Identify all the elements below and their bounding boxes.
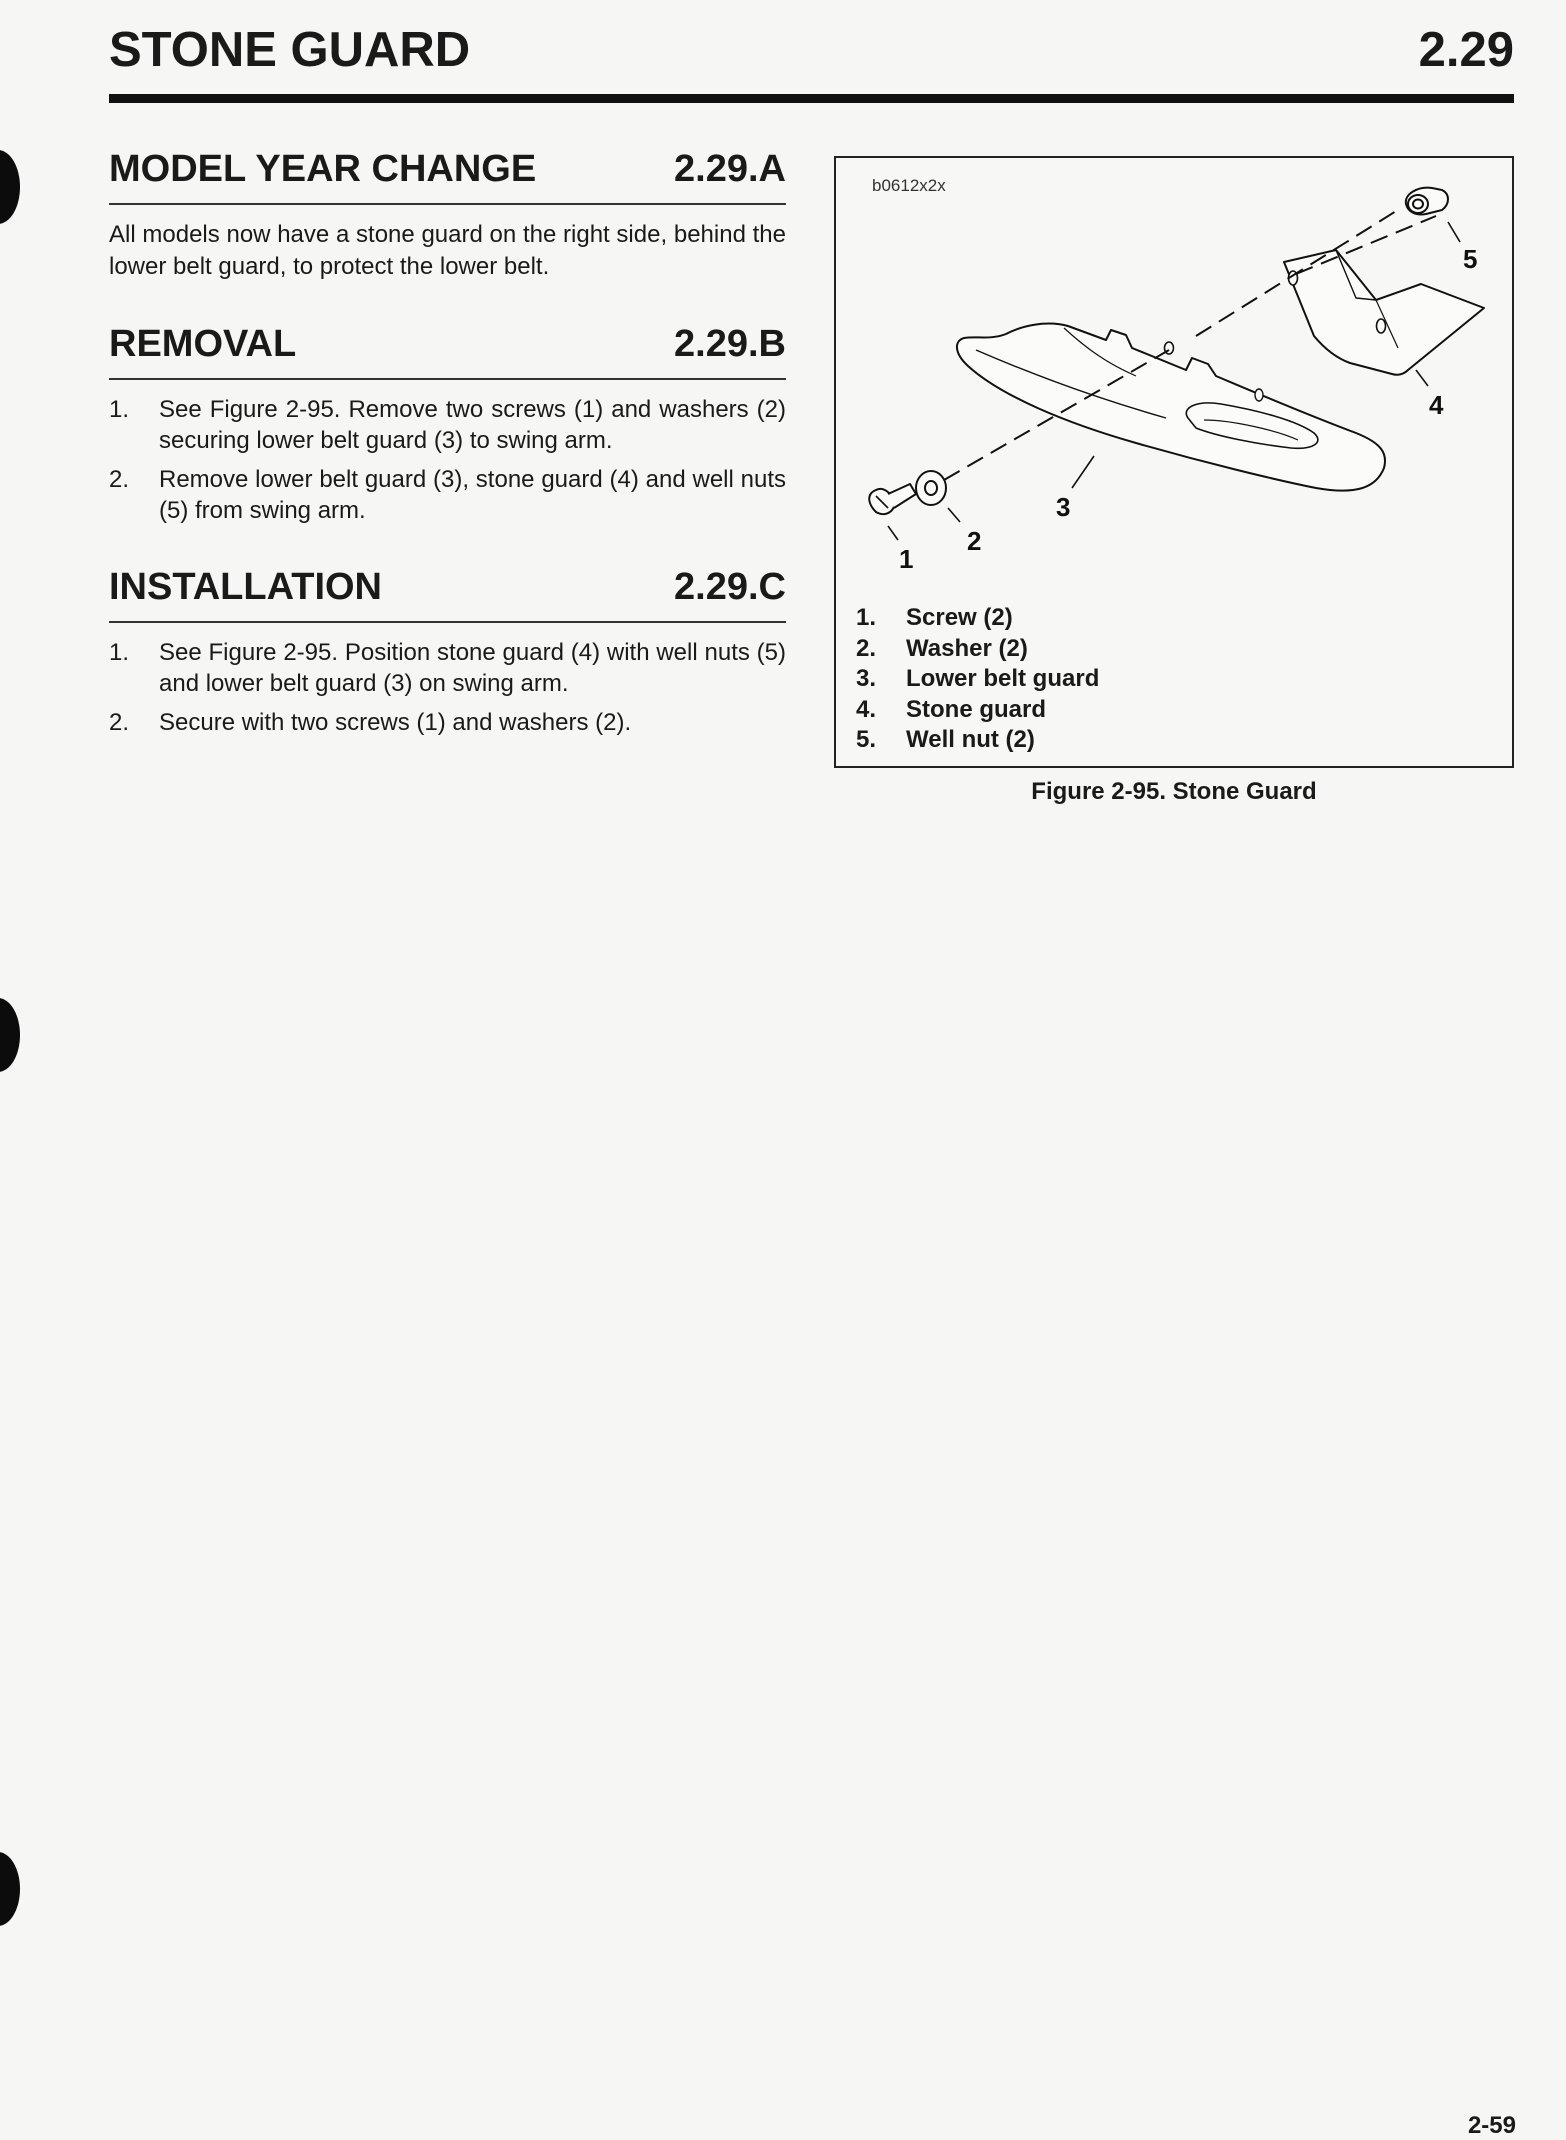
figure-id: b0612x2x	[872, 176, 946, 195]
section-title: INSTALLATION	[109, 566, 382, 608]
section-number: 2.29	[1418, 23, 1514, 77]
section-model-year-change	[109, 148, 786, 283]
stone-guard-drawing	[1284, 250, 1484, 375]
legend-number: 1.	[856, 604, 877, 631]
step-number: 2.	[109, 466, 130, 493]
legend-item	[856, 664, 1099, 695]
legend-item	[856, 725, 1099, 756]
step-text: See Figure 2-95. Position stone guard (4) with well nuts (5) and lower belt guard (3) on swing arm.	[159, 639, 786, 697]
step-list	[109, 637, 786, 738]
section-title: MODEL YEAR CHANGE	[109, 148, 537, 190]
step-text: Secure with two screws (1) and washers (2).	[159, 709, 632, 736]
legend-item	[856, 603, 1099, 634]
legend-item	[856, 634, 1099, 665]
legend-number: 3.	[856, 665, 877, 692]
figure-legend	[856, 603, 1099, 756]
section-heading	[109, 148, 786, 205]
legend-label: Screw (2)	[906, 604, 1013, 631]
section-id: 2.29.A	[674, 148, 786, 190]
footer-page-number: 2-59	[1467, 2112, 1516, 2139]
section-id: 2.29.B	[674, 323, 786, 365]
step-item	[109, 464, 786, 526]
legend-number: 5.	[856, 726, 877, 753]
step-text: See Figure 2-95. Remove two screws (1) and washers (2) securing lower belt guard (3) to swing arm.	[159, 396, 786, 454]
callout-5: 5	[1463, 244, 1478, 274]
section-removal	[109, 323, 786, 526]
section-heading	[109, 566, 786, 623]
page-title: STONE GUARD	[109, 23, 471, 77]
legend-number: 4.	[856, 695, 877, 723]
step-number: 1.	[109, 639, 130, 666]
step-list	[109, 394, 786, 526]
section-id: 2.29.C	[674, 566, 786, 608]
washer-drawing	[916, 471, 946, 505]
step-number: 2.	[109, 709, 130, 736]
well-nut-drawing	[1406, 188, 1448, 215]
section-heading	[109, 323, 786, 380]
step-item	[109, 637, 786, 699]
step-number: 1.	[109, 396, 130, 423]
binder-hole-bottom	[0, 1852, 20, 1926]
screw-drawing	[869, 484, 916, 514]
legend-label: Stone guard	[906, 695, 1047, 723]
callout-3: 3	[1056, 492, 1071, 522]
callout-4: 4	[1429, 390, 1444, 420]
legend-label: Well nut (2)	[906, 726, 1035, 753]
text-column	[109, 148, 786, 778]
step-item	[109, 707, 786, 738]
step-text: Remove lower belt guard (3), stone guard (4) and well nuts (5) from swing arm.	[159, 466, 786, 524]
step-item	[109, 394, 786, 456]
legend-label: Lower belt guard	[906, 665, 1100, 692]
callout-2: 2	[967, 526, 982, 556]
binder-hole-top	[0, 150, 20, 224]
header-rule	[109, 94, 1514, 103]
callout-1: 1	[899, 544, 914, 574]
figure-box	[834, 156, 1514, 768]
legend-number: 2.	[856, 634, 877, 662]
stone-guard-diagram	[836, 158, 1512, 598]
figure-caption: Figure 2-95. Stone Guard	[1031, 778, 1317, 805]
section-paragraph: All models now have a stone guard on the right side, behind the lower belt guard, to protect the lower belt.	[109, 221, 786, 280]
legend-label: Washer (2)	[906, 634, 1028, 662]
section-installation	[109, 566, 786, 738]
legend-item	[856, 695, 1099, 726]
section-title: REMOVAL	[109, 323, 297, 365]
binder-hole-middle	[0, 998, 20, 1072]
